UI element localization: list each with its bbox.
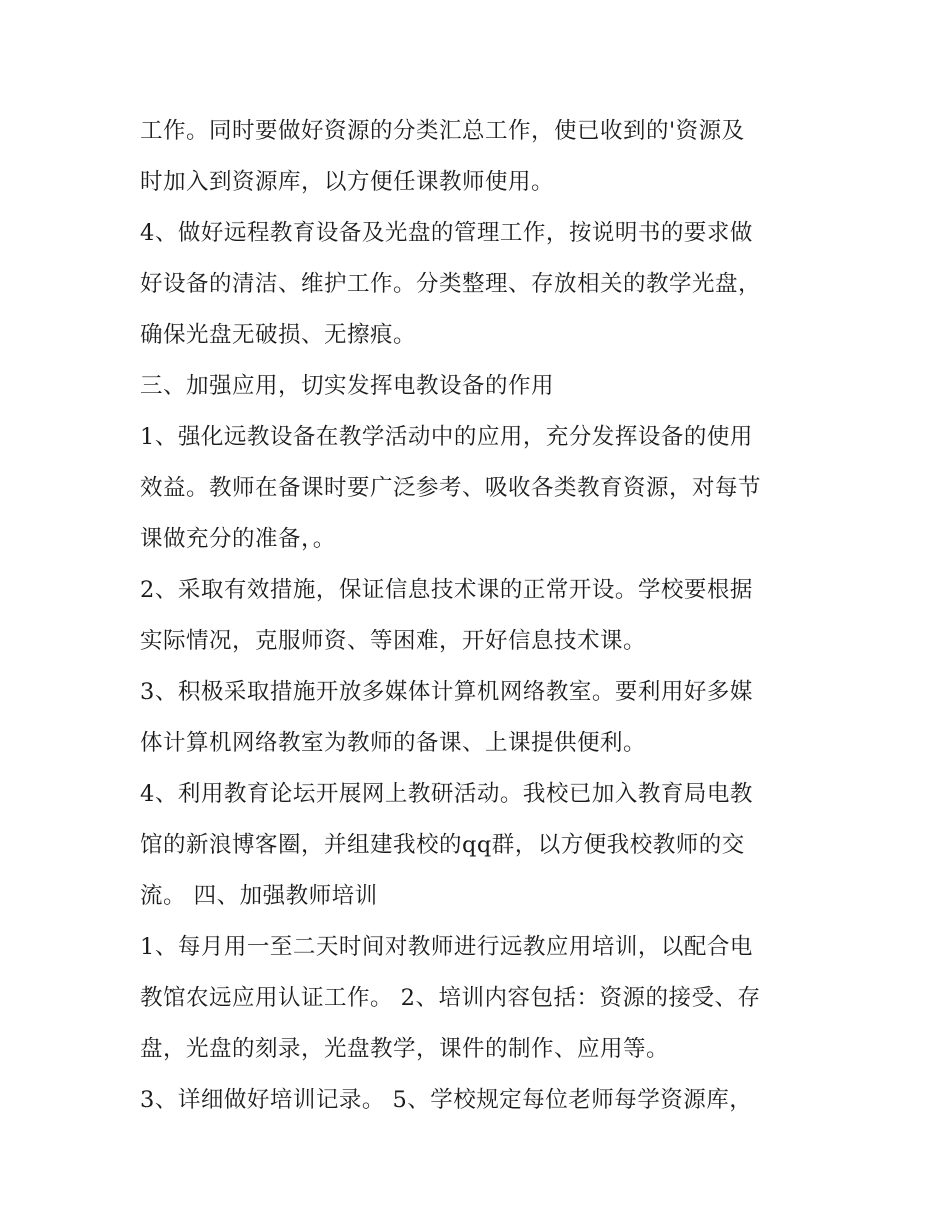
- text-line: 时加入到资源库，以方便任课教师使用。: [140, 169, 555, 195]
- text-line: 1、每月用一至二天时间对教师进行远教应用培训，以配合电: [140, 934, 753, 960]
- text-line: 确保光盘无破损、无擦痕。: [140, 322, 417, 348]
- text-line: 流。 四、加强教师培训: [140, 883, 378, 909]
- text-line: 3、详细做好培训记录。 5、学校规定每位老师每学资源库，: [140, 1087, 753, 1113]
- text-line: 1、强化远教设备在教学活动中的应用，充分发挥设备的使用: [140, 424, 753, 450]
- text-line: 4、做好远程教育设备及光盘的管理工作，按说明书的要求做: [140, 220, 753, 246]
- text-line: 盘，光盘的刻录，光盘教学，课件的制作、应用等。: [140, 1036, 670, 1062]
- text-line: 效益。教师在备课时要广泛参考、吸收各类教育资源，对每节: [140, 475, 762, 501]
- text-line: 4、利用教育论坛开展网上教研活动。我校已加入教育局电教: [140, 781, 753, 807]
- text-line: 体计算机网络教室为教师的备课、上课提供便利。: [140, 730, 647, 756]
- document-body: [140, 106, 830, 1126]
- text-line: 实际情况，克服师资、等困难，开好信息技术课。: [140, 628, 647, 654]
- text-line: 课做充分的准备，。: [140, 526, 336, 552]
- section-heading: 三、加强应用，切实发挥电教设备的作用: [140, 373, 555, 399]
- text-line: 2、采取有效措施，保证信息技术课的正常开设。学校要根据: [140, 577, 753, 603]
- text-line: 工作。同时要做好资源的分类汇总工作，使已收到的'资源及: [140, 118, 745, 144]
- text-line: 好设备的清洁、维护工作。分类整理、存放相关的教学光盘，: [140, 271, 762, 297]
- text-line: 馆的新浪博客圈，并组建我校的qq群，以方便我校教师的交: [140, 832, 745, 858]
- text-line: 3、积极采取措施开放多媒体计算机网络教室。要利用好多媒: [140, 679, 753, 705]
- text-line: 教馆农远应用认证工作。 2、培训内容包括：资源的接受、存: [140, 985, 761, 1011]
